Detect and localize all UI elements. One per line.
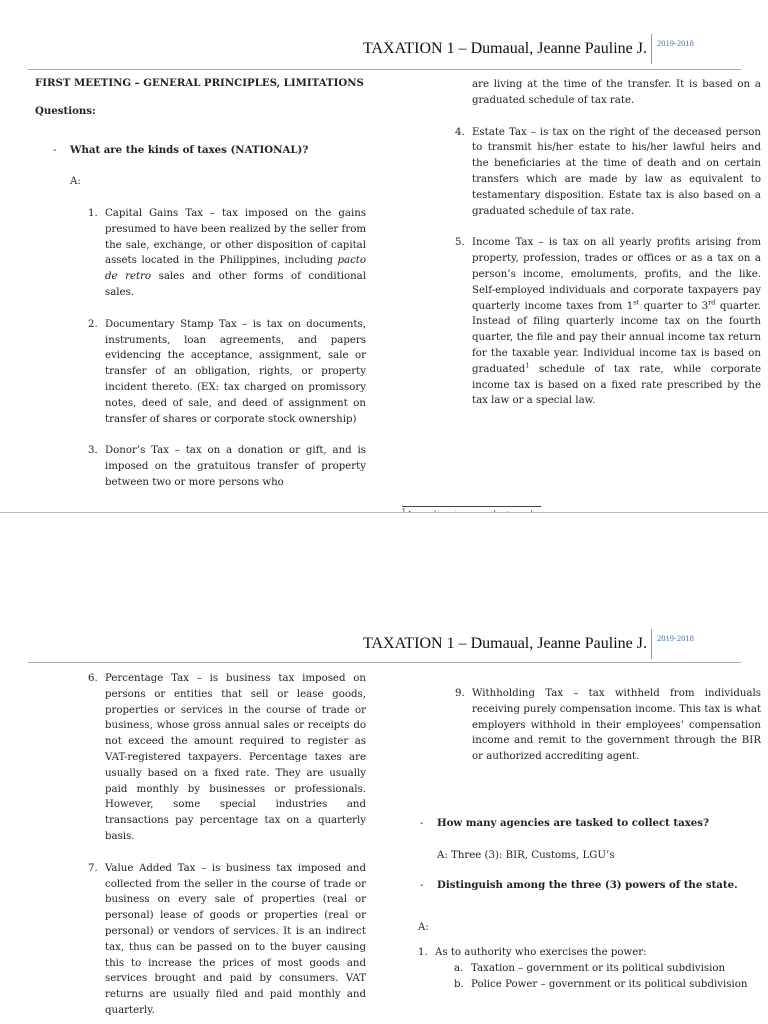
question-1: What are the kinds of taxes (NATIONAL)?: [70, 144, 309, 156]
header-title: TAXATION 1 – Dumaual, Jeanne Pauline J.: [363, 635, 647, 652]
list-item: 6. Percentage Tax – is business tax imposed on persons or entities that sell or lease goods, properties or services in the course of trade or business, whose gross annual sales or receipts do not exceed the amount required to register as VAT-registered taxpayers. Percentage taxes are usually based on a fixed rate. They are usually paid monthly by businesses or professionals. However, some special industries and transactions pay percentage tax on a quarterly basis.: [88, 673, 366, 842]
question-2-block: [420, 816, 761, 864]
bullet-dash: -: [53, 145, 57, 156]
header-rule: [28, 69, 741, 70]
list-item: 5. Income Tax – is tax on all yearly profits arising from property, profession, trades or offices or as a tax on a person’s income, emoluments, profits, and the like. Self-employed individuals and corporate taxpayers pay quarterly income taxes from 1st quarter to 3rd quarter. Instead of filing quarterly income tax on the fourth quarter, the file and pay their annual income tax return for the taxable year. Individual income tax is based on graduated$^1$ schedule of tax rate, while corporate income tax is based on a fixed rate prescribed by the tax law or a special law.: [455, 237, 762, 407]
header-divider: [651, 629, 652, 659]
answer-2: A: Three (3): BIR, Customs, LGU’s: [437, 849, 615, 861]
question-2: How many agencies are tasked to collect taxes?: [437, 817, 709, 829]
list-item: 1. Capital Gains Tax – tax imposed on the gains presumed to have been realized by the seller from the sale, exchange, or other disposition of capital assets located in the Philippines, including pacto de retro sales and other forms of conditional sales.: [88, 208, 366, 298]
header-title: TAXATION 1 – Dumaual, Jeanne Pauline J.: [363, 40, 647, 57]
item-3-continued: are living at the time of the transfer. It is based on a graduated schedule of tax rate.: [472, 79, 761, 106]
list-item: 9. Withholding Tax – tax withheld from individuals receiving purely compensation income. This tax is what employers withhold in their employees’ compensation income and remit to the government through the BIR or authorized accrediting agent.: [455, 688, 761, 763]
meeting-title: FIRST MEETING – GENERAL PRINCIPLES, LIMITATIONS: [35, 77, 364, 89]
powers-sublist: [454, 961, 761, 993]
footnote-rule: [402, 506, 541, 507]
answer-label: A:: [418, 922, 429, 933]
list-item: 2. Documentary Stamp Tax – is tax on documents, instruments, loan agreements, and papers evidencing the acceptance, assignment, sale or transfer of an obligation, rights, or property incident thereto. (EX: tax charged on promissory notes, deed of sale, and deed of assignment on transfer of shares or corporate stock ownership): [88, 318, 366, 425]
tax-list-right: [455, 77, 762, 409]
list-item: 4. Estate Tax – is tax on the right of the deceased person to transmit his/her estate to his/her lawful heirs and the beneficiaries at the time of death and on certain transfers which are made by law as equivalent to testamentary disposition. Estate tax is also based on a graduated schedule of tax rate.: [455, 126, 761, 217]
list-item: 3. Donor’s Tax – tax on a donation or gift, and is imposed on the gratuitous transfer of property between two or more persons who: [88, 445, 366, 488]
list-item: 1. As to authority who exercises the power:: [418, 947, 647, 958]
document-page-2: [0, 512, 768, 1024]
list-item: a. Taxation – government or its political subdivision: [454, 963, 726, 974]
question-3: Distinguish among the three (3) powers of the state.: [437, 879, 738, 891]
left-column: [35, 76, 366, 120]
bullet-dash: -: [420, 818, 424, 829]
header-divider: [651, 34, 652, 64]
tax-list-page2-left: [88, 671, 366, 1019]
list-item: b. Police Power – government or its political subdivision: [454, 978, 748, 990]
answer-label-block: [70, 174, 170, 190]
header-rule: [28, 662, 741, 663]
header-year: 2019-2018: [657, 38, 694, 48]
question-1-block: [53, 143, 366, 159]
powers-list: [418, 945, 761, 961]
answer-label-block: [418, 920, 518, 936]
bullet-dash: -: [420, 880, 424, 891]
answer-label: A:: [70, 176, 81, 187]
tax-list-page2-right: [455, 686, 761, 765]
header-year: 2019-2018: [657, 633, 694, 643]
list-item: 7. Value Added Tax – is business tax imposed and collected from the seller in the course of trade or business on every sale of properties (real or personal) lease of goods or properties (real or personal) or vendors of services. It is an indirect tax, thus can be passed on to the buyer causing this to increase the prices of most goods and services brought and paid by consumers. VAT returns are usually filed and paid monthly and quarterly.: [88, 862, 366, 1016]
tax-list-left: [88, 206, 366, 491]
questions-label: Questions:: [35, 104, 96, 117]
question-3-block: [420, 878, 761, 894]
